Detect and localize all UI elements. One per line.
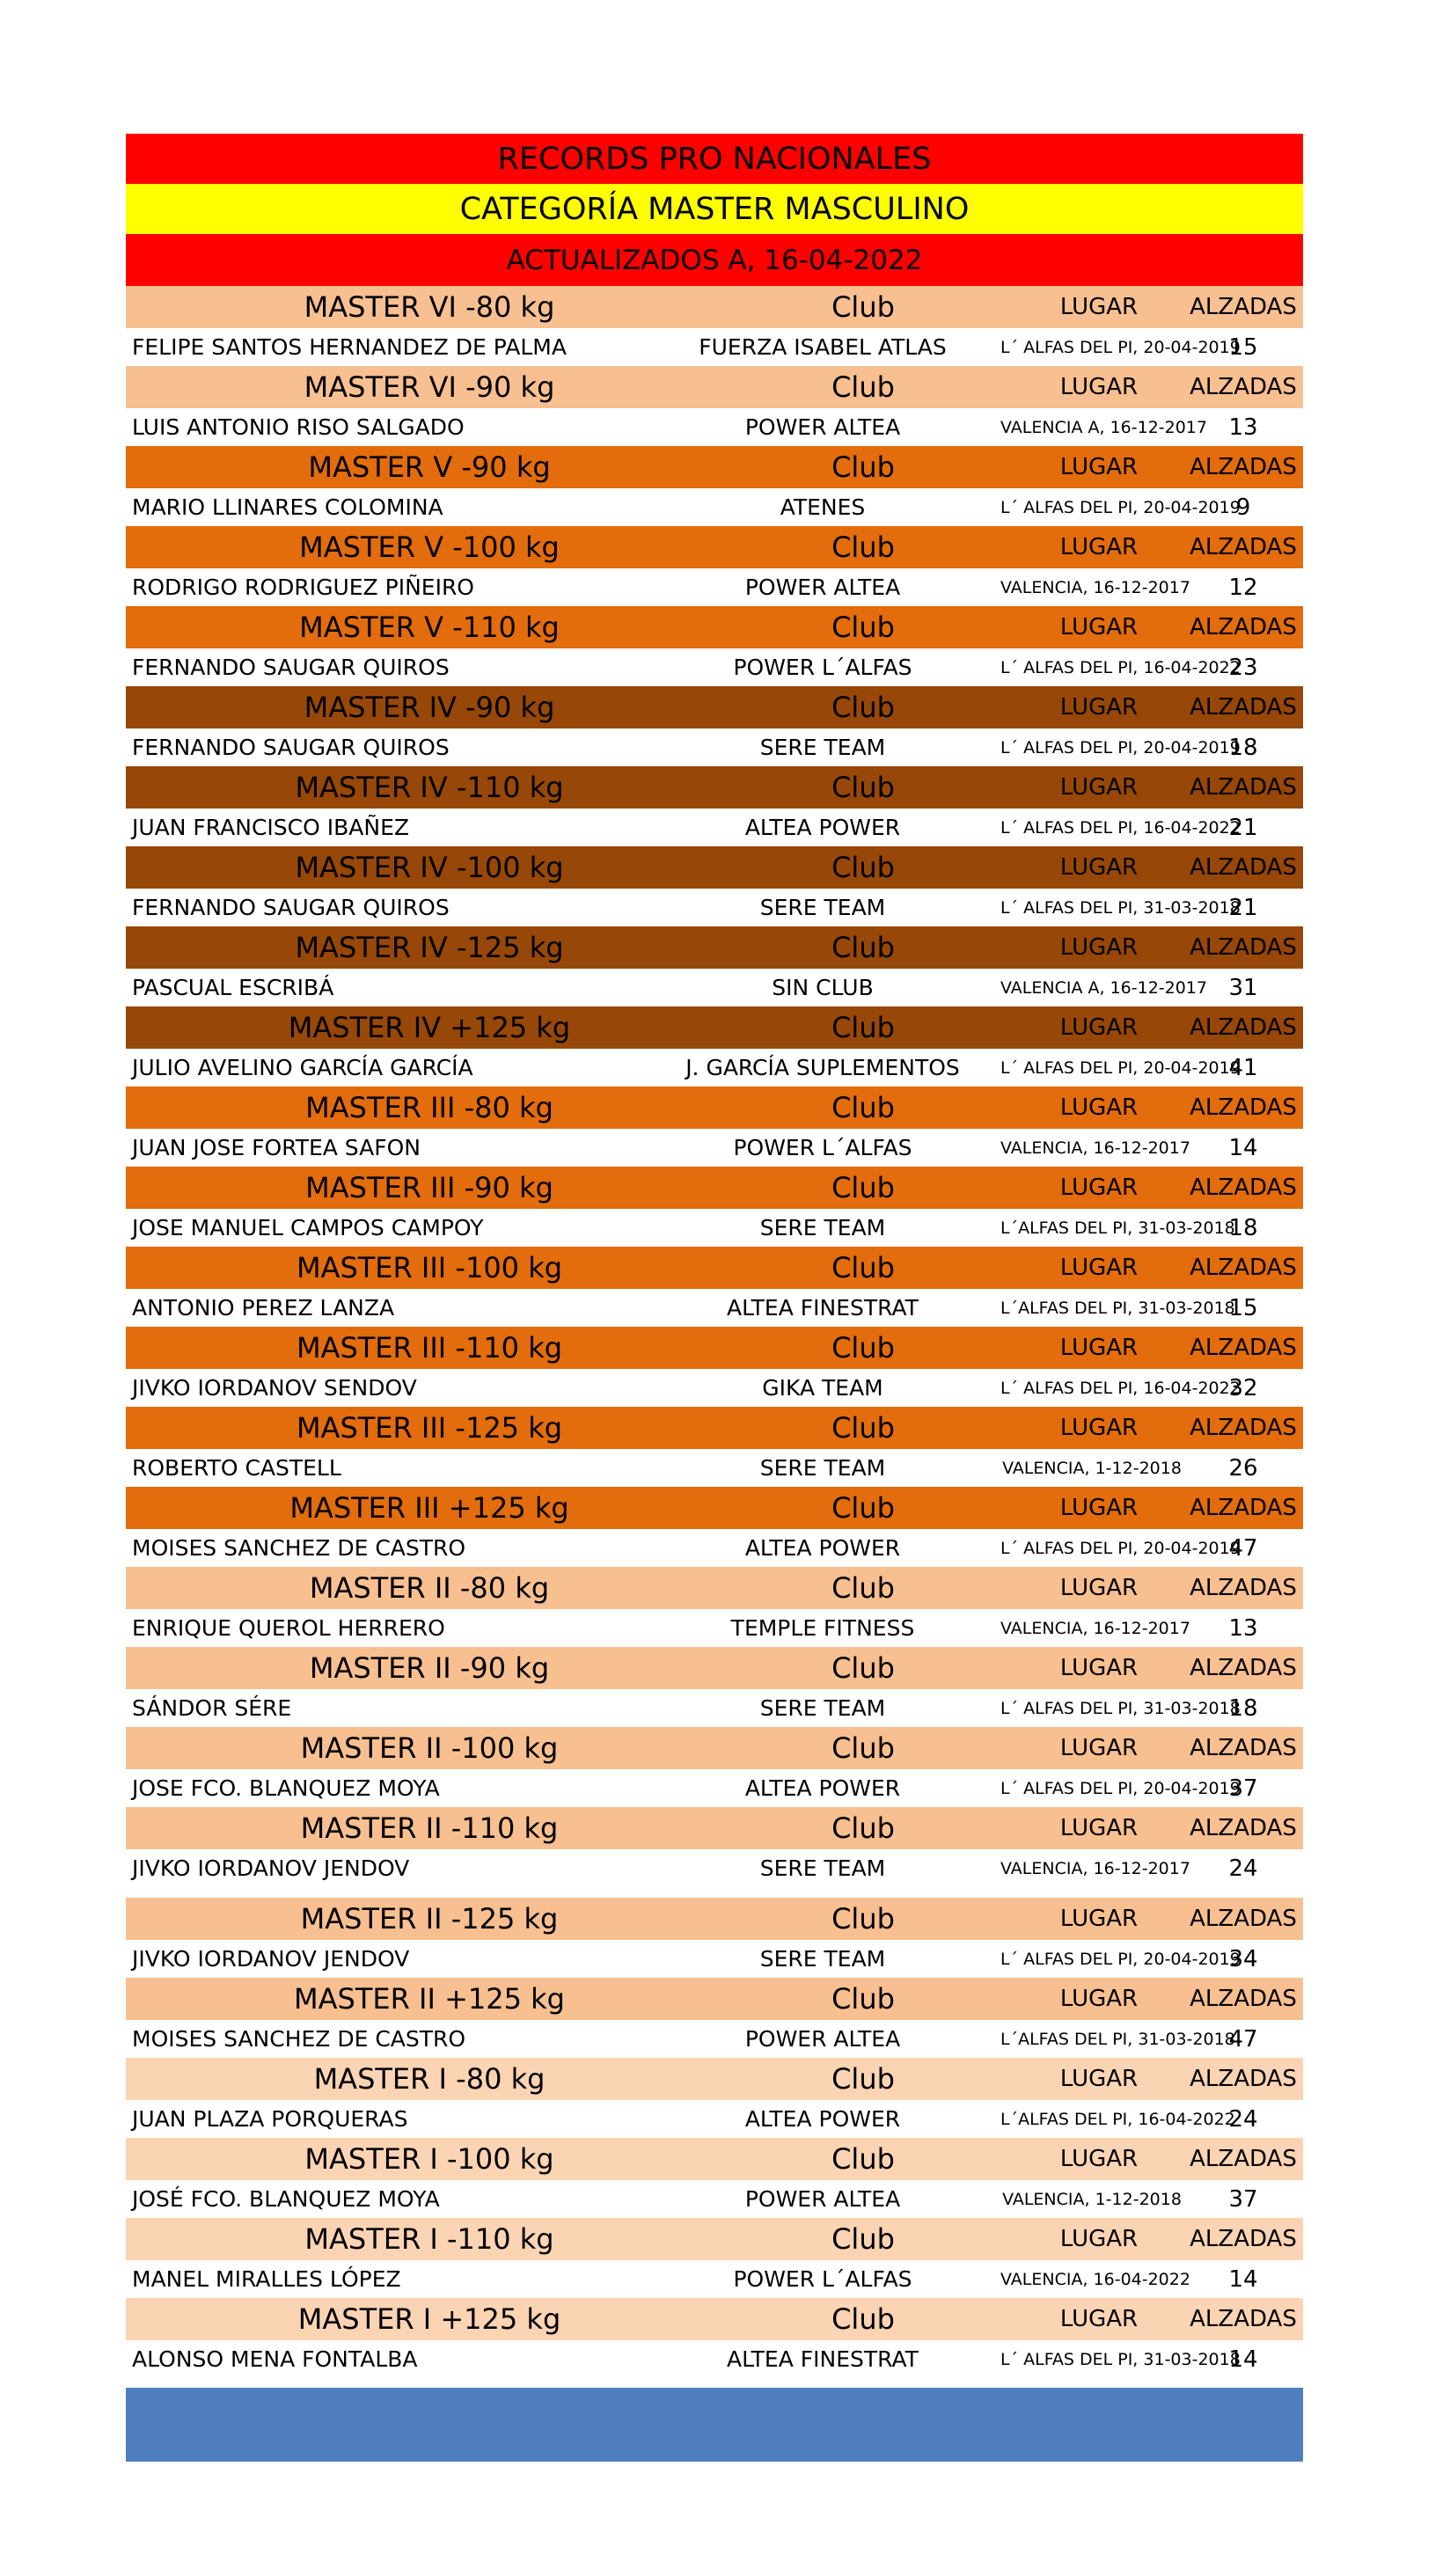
category-name: MASTER V -110 kg [299,611,560,644]
club-label: Club [831,1251,895,1284]
club-name: FUERZA ISABEL ATLAS [699,334,947,360]
lugar-label: LUGAR [1059,534,1139,560]
alzadas-label: ALZADAS [1190,1175,1297,1201]
athlete-name: MANEL MIRALLES LÓPEZ [132,2266,401,2292]
club-label: Club [831,2302,895,2336]
record-row [126,1940,1303,1978]
category-header [126,446,1303,488]
club-name: SIN CLUB [772,975,874,1000]
category-header [126,766,1303,809]
lugar-value: L´ ALFAS DEL PI, 20-04-2019 [1000,337,1241,357]
club-name: POWER L´ALFAS [733,2266,912,2292]
alzadas-label: ALZADAS [1190,614,1297,640]
alzadas-label: ALZADAS [1190,774,1297,801]
record-row [126,1049,1303,1087]
title-categoria: CATEGORÍA MASTER MASCULINO [126,184,1303,234]
category-name: MASTER VI -80 kg [304,290,555,324]
lugar-value: L´ ALFAS DEL PI, 31-03-2018 [1000,897,1241,918]
athlete-name: JULIO AVELINO GARCÍA GARCÍA [132,1055,473,1080]
alzadas-label: ALZADAS [1190,454,1297,480]
club-label: Club [831,1091,895,1124]
lugar-label: LUGAR [1059,1735,1139,1761]
alzadas-label: ALZADAS [1190,1255,1297,1281]
club-label: Club [831,2062,895,2096]
lugar-label: LUGAR [1059,1815,1139,1841]
record-row [126,2340,1303,2378]
alzadas-value: 18 [1228,1214,1258,1241]
alzadas-value: 37 [1228,2185,1258,2213]
category-name: MASTER I -80 kg [313,2062,546,2096]
record-row [126,1129,1303,1167]
lugar-value: VALENCIA, 1-12-2018 [1002,2189,1182,2209]
alzadas-value: 9 [1235,494,1251,521]
club-label: Club [831,450,895,484]
club-name: TEMPLE FITNESS [730,1615,915,1641]
athlete-name: FERNANDO SAUGAR QUIROS [132,735,450,760]
lugar-label: LUGAR [1059,1655,1139,1681]
athlete-name: MOISES SANCHEZ DE CASTRO [132,1535,466,1561]
alzadas-value: 34 [1228,1945,1258,1972]
lugar-value: L´ ALFAS DEL PI, 16-04-2022 [1000,657,1241,677]
record-row [126,568,1303,606]
athlete-name: JIVKO IORDANOV JENDOV [132,1855,410,1881]
category-header [126,2058,1303,2100]
category-name: MASTER IV -110 kg [295,771,564,804]
athlete-name: RODRIGO RODRIGUEZ PIÑEIRO [132,574,474,600]
alzadas-value: 21 [1228,814,1258,841]
athlete-name: JIVKO IORDANOV JENDOV [132,1946,410,1972]
category-name: MASTER I -110 kg [304,2222,554,2256]
alzadas-value: 15 [1228,333,1258,361]
lugar-value: VALENCIA A, 16-12-2017 [1000,417,1207,437]
lugar-label: LUGAR [1059,614,1139,640]
category-header [126,2138,1303,2180]
lugar-value: VALENCIA, 16-12-2017 [1000,1858,1190,1878]
lugar-label: LUGAR [1059,1906,1139,1932]
lugar-value: VALENCIA, 16-12-2017 [1000,1138,1190,1158]
alzadas-label: ALZADAS [1190,294,1297,320]
category-name: MASTER V -90 kg [308,450,551,484]
category-header [126,606,1303,648]
club-name: J. GARCÍA SUPLEMENTOS [685,1055,960,1080]
record-row [126,1769,1303,1807]
category-header [126,286,1303,328]
lugar-value: VALENCIA, 16-04-2022 [1000,2269,1190,2289]
alzadas-value: 24 [1228,2105,1258,2133]
club-name: ALTEA POWER [744,1535,901,1561]
alzadas-label: ALZADAS [1190,854,1297,881]
category-name: MASTER V -100 kg [299,531,560,564]
lugar-label: LUGAR [1059,1175,1139,1201]
athlete-name: LUIS ANTONIO RISO SALGADO [132,414,465,440]
category-name: MASTER III -110 kg [296,1331,563,1365]
lugar-label: LUGAR [1059,1415,1139,1441]
alzadas-value: 12 [1228,574,1258,601]
category-name: MASTER I +125 kg [297,2302,561,2336]
club-label: Club [831,851,895,884]
lugar-label: LUGAR [1059,1094,1139,1121]
lugar-value: VALENCIA, 1-12-2018 [1002,1458,1182,1478]
alzadas-label: ALZADAS [1190,374,1297,400]
lugar-label: LUGAR [1059,934,1139,961]
category-name: MASTER IV -125 kg [295,931,564,964]
record-row [126,488,1303,526]
lugar-label: LUGAR [1059,1255,1139,1281]
category-header [126,1898,1303,1940]
category-header [126,1727,1303,1769]
athlete-name: FERNANDO SAUGAR QUIROS [132,655,450,680]
club-label: Club [831,771,895,804]
record-row [126,1209,1303,1247]
record-row [126,1289,1303,1327]
category-name: MASTER II +125 kg [294,1982,565,2016]
alzadas-label: ALZADAS [1190,2226,1297,2252]
lugar-label: LUGAR [1059,2146,1139,2172]
club-label: Club [831,691,895,724]
record-row [126,648,1303,686]
club-label: Club [831,1171,895,1204]
lugar-value: VALENCIA, 16-12-2017 [1000,577,1190,597]
lugar-label: LUGAR [1059,2226,1139,2252]
alzadas-label: ALZADAS [1190,1014,1297,1041]
alzadas-value: 14 [1228,1134,1258,1161]
category-header [126,1407,1303,1449]
club-label: Club [831,2142,895,2176]
lugar-value: L´ ALFAS DEL PI, 31-03-2018 [1000,2349,1241,2369]
athlete-name: JUAN PLAZA PORQUERAS [132,2106,408,2132]
record-row [126,408,1303,446]
alzadas-value: 23 [1228,654,1258,681]
category-header [126,846,1303,889]
category-header [126,1978,1303,2020]
alzadas-value: 24 [1228,1855,1258,1882]
alzadas-value: 26 [1228,1454,1258,1482]
alzadas-label: ALZADAS [1190,1575,1297,1601]
alzadas-value: 13 [1228,1614,1258,1642]
lugar-value: L´ALFAS DEL PI, 31-03-2018 [1000,2029,1235,2049]
club-label: Club [831,1491,895,1525]
athlete-name: JOSE FCO. BLANQUEZ MOYA [132,1775,440,1801]
lugar-label: LUGAR [1059,854,1139,881]
alzadas-value: 21 [1228,894,1258,921]
club-name: ALTEA POWER [744,2106,901,2132]
lugar-label: LUGAR [1059,1495,1139,1521]
club-label: Club [831,1902,895,1936]
record-row [126,1369,1303,1407]
alzadas-label: ALZADAS [1190,2066,1297,2092]
club-name: SERE TEAM [759,735,886,760]
category-name: MASTER II -80 kg [309,1571,550,1605]
lugar-label: LUGAR [1059,1575,1139,1601]
lugar-value: L´ ALFAS DEL PI, 16-04-2022 [1000,817,1241,838]
category-header [126,1167,1303,1209]
record-row [126,2100,1303,2138]
category-name: MASTER II -90 kg [309,1651,550,1685]
alzadas-value: 37 [1228,1775,1258,1802]
record-row [126,1849,1303,1887]
club-name: POWER ALTEA [744,414,901,440]
club-label: Club [831,290,895,324]
club-label: Club [831,1982,895,2016]
athlete-name: JUAN JOSE FORTEA SAFON [132,1135,421,1160]
lugar-label: LUGAR [1059,694,1139,721]
alzadas-value: 14 [1228,2265,1258,2293]
athlete-name: JOSE MANUEL CAMPOS CAMPOY [132,1215,484,1240]
title-actualizados: ACTUALIZADOS A, 16-04-2022 [126,234,1303,286]
record-row [126,2260,1303,2298]
club-name: ALTEA POWER [744,815,901,840]
record-row [126,1449,1303,1487]
athlete-name: ALONSO MENA FONTALBA [132,2346,418,2372]
alzadas-label: ALZADAS [1190,1335,1297,1361]
club-name: SERE TEAM [759,1455,886,1481]
alzadas-label: ALZADAS [1190,2146,1297,2172]
record-row [126,1689,1303,1727]
lugar-label: LUGAR [1059,454,1139,480]
club-label: Club [831,1571,895,1605]
category-header [126,2218,1303,2260]
category-name: MASTER III -90 kg [305,1171,553,1204]
category-header [126,926,1303,969]
category-header [126,1487,1303,1529]
alzadas-value: 47 [1228,1534,1258,1562]
alzadas-label: ALZADAS [1190,1655,1297,1681]
club-name: GIKA TEAM [762,1375,883,1401]
record-row [126,2180,1303,2218]
record-row [126,728,1303,766]
category-name: MASTER II -100 kg [300,1731,559,1765]
athlete-name: PASCUAL ESCRIBÁ [132,975,334,1000]
athlete-name: MOISES SANCHEZ DE CASTRO [132,2026,466,2052]
lugar-value: L´ ALFAS DEL PI, 20-04-2019 [1000,1538,1241,1558]
athlete-name: ANTONIO PEREZ LANZA [132,1295,395,1321]
athlete-name: ROBERTO CASTELL [132,1455,341,1481]
club-name: POWER L´ALFAS [733,1135,912,1160]
club-label: Club [831,1731,895,1765]
club-label: Club [831,611,895,644]
lugar-value: L´ALFAS DEL PI, 16-04-2022 [1000,2109,1235,2129]
lugar-value: VALENCIA, 16-12-2017 [1000,1618,1190,1638]
club-label: Club [831,1411,895,1445]
club-label: Club [831,931,895,964]
lugar-value: L´ ALFAS DEL PI, 20-04-2019 [1000,1778,1241,1798]
row-gap [126,1887,1303,1898]
club-name: SERE TEAM [759,1855,886,1881]
category-name: MASTER I -100 kg [304,2142,554,2176]
lugar-value: L´ ALFAS DEL PI, 16-04-2022 [1000,1378,1241,1398]
category-name: MASTER III +125 kg [289,1491,569,1525]
lugar-label: LUGAR [1059,374,1139,400]
category-name: MASTER III -125 kg [296,1411,563,1445]
alzadas-value: 18 [1228,1694,1258,1722]
lugar-label: LUGAR [1059,1014,1139,1041]
alzadas-label: ALZADAS [1190,534,1297,560]
category-name: MASTER IV +125 kg [288,1011,571,1044]
lugar-value: VALENCIA A, 16-12-2017 [1000,977,1207,998]
category-header [126,1006,1303,1049]
club-name: ALTEA FINESTRAT [727,1295,919,1321]
alzadas-label: ALZADAS [1190,1906,1297,1932]
club-label: Club [831,1331,895,1365]
footer-bar [126,2388,1303,2462]
athlete-name: SÁNDOR SÉRE [132,1695,292,1721]
category-header [126,1247,1303,1289]
category-header [126,2298,1303,2340]
lugar-label: LUGAR [1059,294,1139,320]
club-label: Club [831,1811,895,1845]
alzadas-value: 15 [1228,1294,1258,1321]
category-header [126,686,1303,728]
club-label: Club [831,1651,895,1685]
records-table [126,134,1303,2462]
category-header [126,1807,1303,1849]
club-name: SERE TEAM [759,1695,886,1721]
club-name: POWER ALTEA [744,2026,901,2052]
category-header [126,1567,1303,1609]
record-row [126,889,1303,926]
category-name: MASTER II -110 kg [300,1811,559,1845]
record-row [126,969,1303,1006]
club-name: POWER ALTEA [744,2186,901,2212]
club-label: Club [831,531,895,564]
record-row [126,2020,1303,2058]
lugar-label: LUGAR [1059,2306,1139,2332]
alzadas-label: ALZADAS [1190,1415,1297,1441]
lugar-value: L´ALFAS DEL PI, 31-03-2018 [1000,1298,1235,1318]
club-name: SERE TEAM [759,895,886,920]
lugar-value: L´ ALFAS DEL PI, 31-03-2018 [1000,1698,1241,1718]
title-records-pro-nacionales: RECORDS PRO NACIONALES [126,134,1303,184]
athlete-name: JOSÉ FCO. BLANQUEZ MOYA [132,2186,440,2212]
club-name: POWER L´ALFAS [733,655,912,680]
club-name: SERE TEAM [759,1946,886,1972]
lugar-value: L´ ALFAS DEL PI, 20-04-2019 [1000,737,1241,757]
lugar-value: L´ ALFAS DEL PI, 20-04-2019 [1000,497,1241,517]
alzadas-value: 32 [1228,1374,1258,1401]
alzadas-value: 14 [1228,2345,1258,2373]
record-row [126,1609,1303,1647]
record-row [126,1529,1303,1567]
alzadas-value: 47 [1228,2025,1258,2053]
lugar-label: LUGAR [1059,2066,1139,2092]
club-name: ALTEA FINESTRAT [727,2346,919,2372]
category-header [126,1327,1303,1369]
category-name: MASTER III -100 kg [296,1251,563,1284]
club-label: Club [831,370,895,404]
alzadas-value: 31 [1228,974,1258,1001]
category-header [126,526,1303,568]
alzadas-label: ALZADAS [1190,934,1297,961]
category-header [126,1647,1303,1689]
lugar-value: L´ ALFAS DEL PI, 20-04-2019 [1000,1057,1241,1078]
lugar-label: LUGAR [1059,774,1139,801]
club-label: Club [831,1011,895,1044]
alzadas-value: 13 [1228,413,1258,441]
lugar-label: LUGAR [1059,1335,1139,1361]
athlete-name: MARIO LLINARES COLOMINA [132,494,443,520]
alzadas-value: 41 [1228,1054,1258,1081]
club-name: ATENES [780,494,866,520]
club-name: POWER ALTEA [744,574,901,600]
alzadas-label: ALZADAS [1190,1495,1297,1521]
athlete-name: JIVKO IORDANOV SENDOV [132,1375,417,1401]
alzadas-label: ALZADAS [1190,1735,1297,1761]
lugar-value: L´ ALFAS DEL PI, 20-04-2019 [1000,1949,1241,1969]
alzadas-label: ALZADAS [1190,1986,1297,2012]
record-row [126,328,1303,366]
athlete-name: JUAN FRANCISCO IBAÑEZ [132,815,409,840]
club-name: ALTEA POWER [744,1775,901,1801]
category-name: MASTER IV -90 kg [304,691,555,724]
club-name: SERE TEAM [759,1215,886,1240]
athlete-name: FELIPE SANTOS HERNANDEZ DE PALMA [132,334,567,360]
athlete-name: FERNANDO SAUGAR QUIROS [132,895,450,920]
alzadas-value: 18 [1228,734,1258,761]
category-name: MASTER IV -100 kg [295,851,564,884]
category-header [126,1087,1303,1129]
category-name: MASTER III -80 kg [305,1091,553,1124]
category-name: MASTER VI -90 kg [304,370,555,404]
alzadas-label: ALZADAS [1190,694,1297,721]
alzadas-label: ALZADAS [1190,1094,1297,1121]
record-row [126,809,1303,846]
alzadas-label: ALZADAS [1190,1815,1297,1841]
lugar-value: L´ALFAS DEL PI, 31-03-2018 [1000,1218,1235,1238]
category-header [126,366,1303,408]
alzadas-label: ALZADAS [1190,2306,1297,2332]
lugar-label: LUGAR [1059,1986,1139,2012]
category-name: MASTER II -125 kg [300,1902,559,1936]
club-label: Club [831,2222,895,2256]
athlete-name: ENRIQUE QUEROL HERRERO [132,1615,445,1641]
